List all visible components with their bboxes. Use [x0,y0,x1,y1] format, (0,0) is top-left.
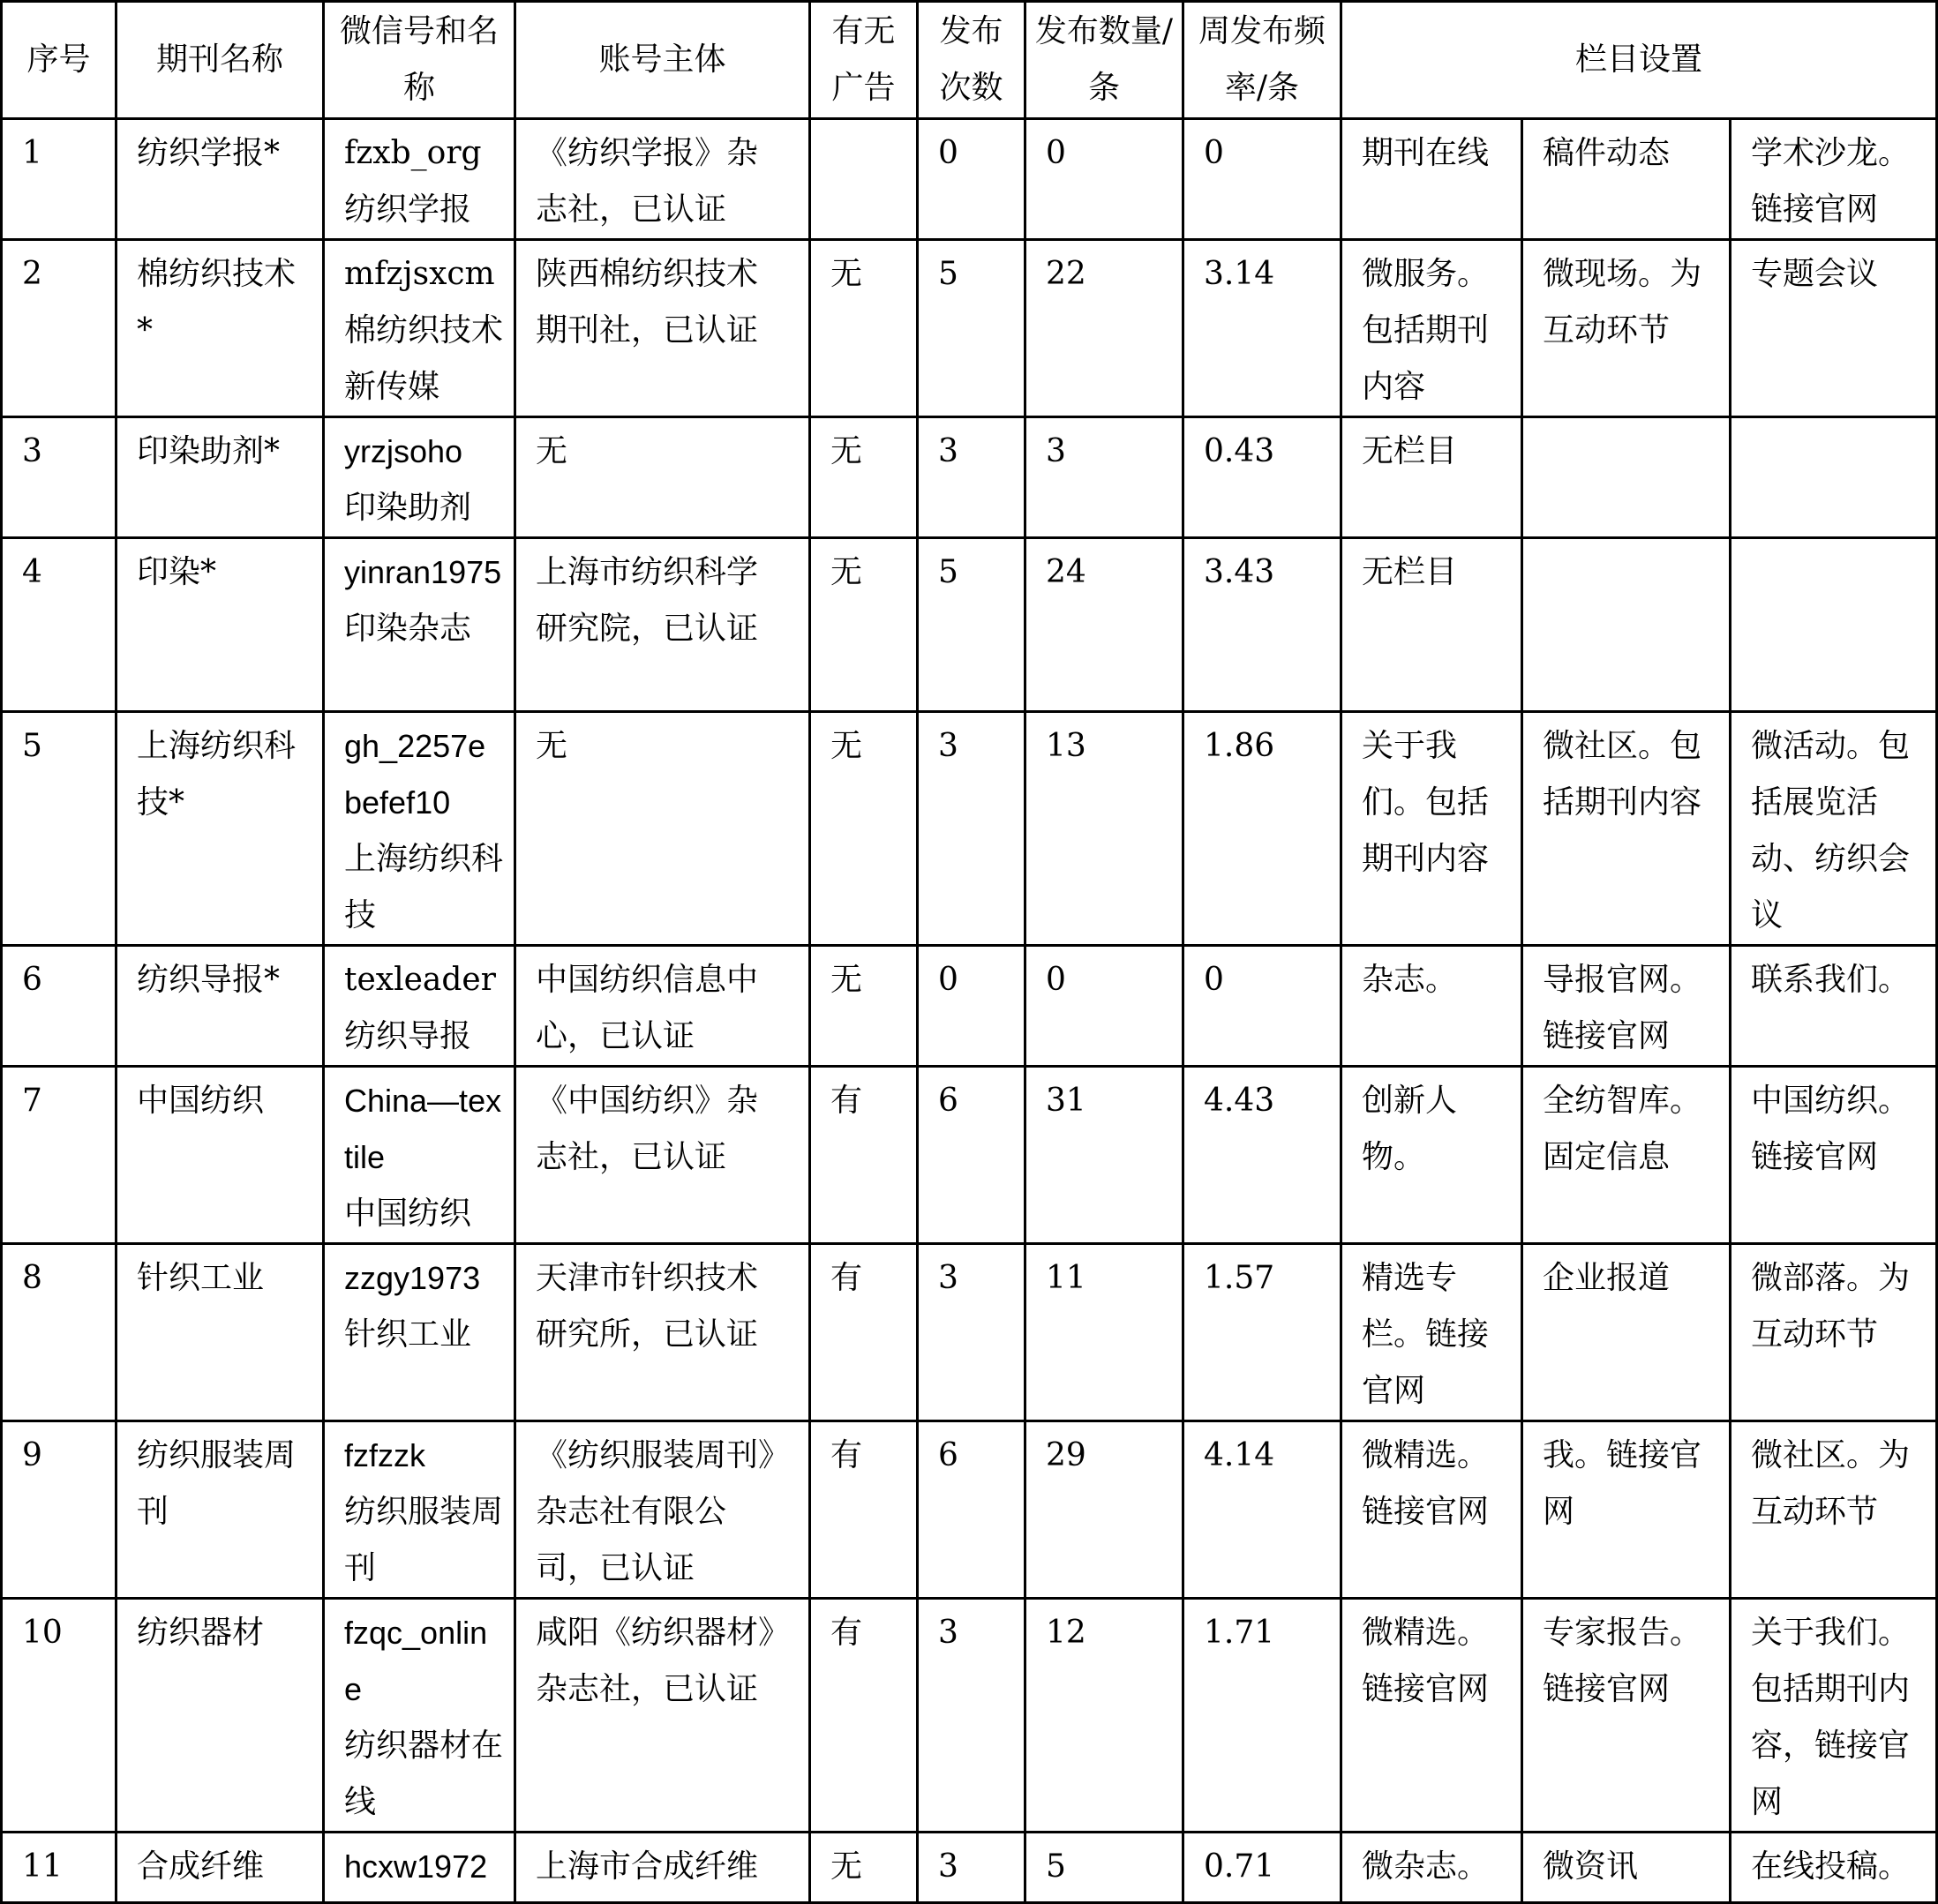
ads-cell: 有 [810,1599,918,1833]
weekly-frequency-cell: 0 [1183,119,1341,240]
wechat-name: 针织工业 [344,1316,472,1353]
column-1-cell: 关于我们。包括期刊内容 [1341,712,1522,946]
journal-name-cell: 合成纤维 [116,1833,324,1903]
journal-name-cell: 印染助剂* [116,417,324,538]
account-owner-cell: 上海市纺织科学研究院，已认证 [515,538,810,712]
row-index-cell: 11 [2,1833,116,1903]
table-row [2,119,1937,240]
wechat-name: 纺织器材在线 [344,1728,504,1820]
header-cell: 发布次数 [918,2,1025,119]
row-index-cell: 7 [2,1067,116,1244]
wechat-id-cell [324,1421,515,1599]
column-3-cell: 中国纺织。链接官网 [1731,1067,1937,1244]
column-1-cell: 无栏目 [1341,538,1522,712]
weekly-frequency-cell: 1.57 [1183,1244,1341,1421]
account-owner-cell: 陕西棉纺织技术期刊社，已认证 [515,240,810,417]
column-2-cell [1522,417,1731,538]
weekly-frequency-cell: 3.14 [1183,240,1341,417]
header-row [2,2,1937,119]
column-2-cell: 全纺智库。固定信息 [1522,1067,1731,1244]
wechat-name: 印染助剂 [344,490,472,526]
header-cell: 期刊名称 [116,2,324,119]
ads-cell [810,119,918,240]
row-index-cell: 2 [2,240,116,417]
wechat-id-cell [324,538,515,712]
journal-name-cell: 纺织学报* [116,119,324,240]
wechat-id-cell [324,240,515,417]
weekly-frequency-cell: 4.43 [1183,1067,1341,1244]
wechat-id: zzgy1973 [344,1260,481,1296]
publish-times-cell: 0 [918,946,1025,1067]
publish-times-cell: 6 [918,1067,1025,1244]
wechat-id: fzxb_org [344,135,482,171]
header-cell: 账号主体 [515,2,810,119]
publish-count-cell: 24 [1025,538,1183,712]
row-index-cell: 9 [2,1421,116,1599]
publish-times-cell: 3 [918,712,1025,946]
account-owner-cell: 天津市针织技术研究所，已认证 [515,1244,810,1421]
column-1-cell: 杂志。 [1341,946,1522,1067]
wechat-name: 纺织服装周刊 [344,1494,504,1586]
column-2-cell: 导报官网。链接官网 [1522,946,1731,1067]
table-row [2,417,1937,538]
publish-times-cell: 5 [918,240,1025,417]
ads-cell: 有 [810,1421,918,1599]
table-row [2,946,1937,1067]
publish-count-cell: 13 [1025,712,1183,946]
header-cell: 栏目设置 [1341,2,1937,119]
account-owner-cell: 《纺织服装周刊》杂志社有限公司，已认证 [515,1421,810,1599]
wechat-id: yinran1975 [344,554,502,590]
publish-count-cell: 31 [1025,1067,1183,1244]
ads-cell: 无 [810,946,918,1067]
journal-name-cell: 纺织导报* [116,946,324,1067]
column-3-cell: 微活动。包括展览活动、纺织会议 [1731,712,1937,946]
column-3-cell: 微社区。为互动环节 [1731,1421,1937,1599]
column-2-cell: 微现场。为互动环节 [1522,240,1731,417]
table-row [2,538,1937,712]
column-3-cell: 联系我们。 [1731,946,1937,1067]
header-cell: 发布数量/条 [1025,2,1183,119]
wechat-name: 中国纺织 [344,1196,472,1232]
publish-times-cell: 3 [918,417,1025,538]
wechat-id-cell [324,1599,515,1833]
journal-name-cell: 印染* [116,538,324,712]
wechat-id-cell [324,417,515,538]
account-owner-cell: 中国纺织信息中心，已认证 [515,946,810,1067]
wechat-id-cell [324,946,515,1067]
publish-count-cell: 5 [1025,1833,1183,1903]
weekly-frequency-cell: 0.43 [1183,417,1341,538]
column-3-cell: 关于我们。包括期刊内容，链接官网 [1731,1599,1937,1833]
publish-times-cell: 0 [918,119,1025,240]
publish-count-cell: 12 [1025,1599,1183,1833]
row-index-cell: 8 [2,1244,116,1421]
weekly-frequency-cell: 1.86 [1183,712,1341,946]
journal-name-cell: 针织工业 [116,1244,324,1421]
account-owner-cell: 无 [515,712,810,946]
column-2-cell: 微资讯 [1522,1833,1731,1903]
wechat-id: texleader [344,962,496,998]
column-3-cell [1731,417,1937,538]
ads-cell: 有 [810,1067,918,1244]
column-3-cell [1731,538,1937,712]
row-index-cell: 6 [2,946,116,1067]
wechat-id: fzqc_online [344,1615,488,1707]
table-row [2,1599,1937,1833]
header-cell: 微信号和名称 [324,2,515,119]
column-1-cell: 微精选。链接官网 [1341,1599,1522,1833]
ads-cell: 无 [810,538,918,712]
weekly-frequency-cell: 4.14 [1183,1421,1341,1599]
column-1-cell: 微精选。链接官网 [1341,1421,1522,1599]
table-row [2,240,1937,417]
table-row [2,1833,1937,1903]
header-cell: 有无广告 [810,2,918,119]
weekly-frequency-cell: 0 [1183,946,1341,1067]
journal-name-cell: 纺织服装周刊 [116,1421,324,1599]
row-index-cell: 3 [2,417,116,538]
wechat-name: 纺织学报 [344,191,472,228]
row-index-cell: 4 [2,538,116,712]
journal-name-cell: 上海纺织科技* [116,712,324,946]
wechat-id: yrzjsoho [344,433,463,469]
wechat-name: 棉纺织技术新传媒 [344,312,504,405]
account-owner-cell: 无 [515,417,810,538]
wechat-id-cell [324,1833,515,1903]
row-index-cell: 5 [2,712,116,946]
publish-count-cell: 0 [1025,946,1183,1067]
row-index-cell: 10 [2,1599,116,1833]
column-1-cell: 微服务。包括期刊内容 [1341,240,1522,417]
wechat-id-cell [324,119,515,240]
header-cell: 序号 [2,2,116,119]
table-row [2,712,1937,946]
table-row [2,1244,1937,1421]
publish-times-cell: 3 [918,1833,1025,1903]
column-2-cell: 我。链接官网 [1522,1421,1731,1599]
column-2-cell: 稿件动态 [1522,119,1731,240]
column-3-cell: 专题会议 [1731,240,1937,417]
wechat-id: fzfzzk [344,1437,426,1473]
weekly-frequency-cell: 3.43 [1183,538,1341,712]
wechat-name: 纺织导报 [344,1018,472,1054]
column-1-cell: 期刊在线 [1341,119,1522,240]
table-row [2,1421,1937,1599]
publish-times-cell: 3 [918,1244,1025,1421]
column-2-cell: 微社区。包括期刊内容 [1522,712,1731,946]
publish-times-cell: 3 [918,1599,1025,1833]
account-owner-cell: 咸阳《纺织器材》杂志社，已认证 [515,1599,810,1833]
journal-name-cell: 中国纺织 [116,1067,324,1244]
wechat-id-cell [324,1067,515,1244]
publish-count-cell: 29 [1025,1421,1183,1599]
publish-count-cell: 0 [1025,119,1183,240]
publish-times-cell: 6 [918,1421,1025,1599]
journal-name-cell: 棉纺织技术* [116,240,324,417]
table-row [2,1067,1937,1244]
ads-cell: 无 [810,712,918,946]
account-owner-cell: 《纺织学报》杂志社，已认证 [515,119,810,240]
header-cell: 周发布频率/条 [1183,2,1341,119]
ads-cell: 无 [810,240,918,417]
column-3-cell: 微部落。为互动环节 [1731,1244,1937,1421]
column-1-cell: 微杂志。 [1341,1833,1522,1903]
wechat-id: hcxw1972 [344,1848,488,1885]
publish-count-cell: 11 [1025,1244,1183,1421]
column-2-cell: 企业报道 [1522,1244,1731,1421]
wechat-id-cell [324,1244,515,1421]
wechat-id: mfzjsxcm [344,256,495,292]
column-1-cell: 无栏目 [1341,417,1522,538]
ads-cell: 无 [810,1833,918,1903]
ads-cell: 无 [810,417,918,538]
wechat-id: gh_2257ebefef10 [344,728,486,821]
weekly-frequency-cell: 1.71 [1183,1599,1341,1833]
table-body [2,119,1937,1903]
column-1-cell: 创新人物。 [1341,1067,1522,1244]
ads-cell: 有 [810,1244,918,1421]
publish-count-cell: 3 [1025,417,1183,538]
wechat-id-cell [324,712,515,946]
column-2-cell: 专家报告。链接官网 [1522,1599,1731,1833]
account-owner-cell: 上海市合成纤维 [515,1833,810,1903]
row-index-cell: 1 [2,119,116,240]
wechat-id: China—textile [344,1083,502,1175]
wechat-name: 上海纺织科技 [344,841,504,933]
publish-times-cell: 5 [918,538,1025,712]
journal-name-cell: 纺织器材 [116,1599,324,1833]
column-3-cell: 学术沙龙。链接官网 [1731,119,1937,240]
publish-count-cell: 22 [1025,240,1183,417]
column-2-cell [1522,538,1731,712]
wechat-name: 印染杂志 [344,611,472,647]
column-3-cell: 在线投稿。 [1731,1833,1937,1903]
weekly-frequency-cell: 0.71 [1183,1833,1341,1903]
account-owner-cell: 《中国纺织》杂志社，已认证 [515,1067,810,1244]
column-1-cell: 精选专栏。链接官网 [1341,1244,1522,1421]
